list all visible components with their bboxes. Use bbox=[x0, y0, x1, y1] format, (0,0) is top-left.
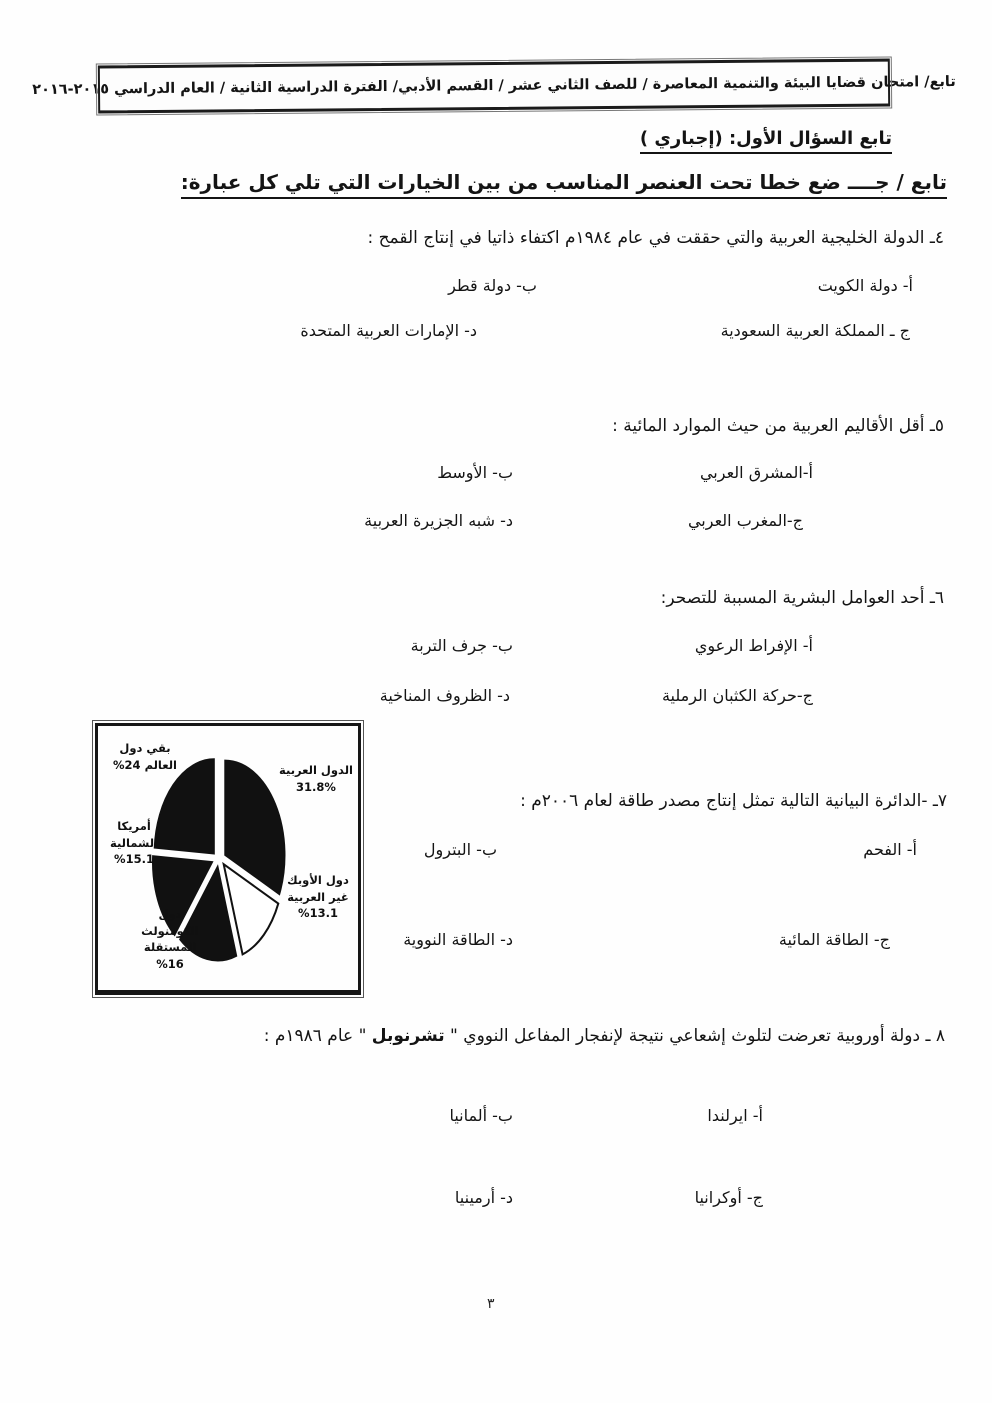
question-5-option-d[interactable]: د- شبه الجزيرة العربية bbox=[364, 511, 513, 530]
question-4-option-c[interactable]: ج ـ المملكة العربية السعودية bbox=[720, 321, 910, 340]
question-8-option-c[interactable]: ج- أوكرانيا bbox=[694, 1188, 763, 1207]
pie-label-arab-states bbox=[274, 762, 358, 795]
question-5-option-c[interactable]: ج-المغرب العربي bbox=[687, 511, 803, 530]
question-7-option-c[interactable]: ج- الطاقة المائية bbox=[778, 930, 890, 949]
question-7-option-d[interactable]: د- الطاقة النووية bbox=[403, 930, 513, 949]
pie-label-cis-name: دول الكومنولث المستقلة bbox=[141, 907, 199, 955]
pie-label-nonarab-opec bbox=[278, 872, 358, 922]
energy-pie-chart-box bbox=[95, 723, 361, 995]
pie-label-rest-of-world bbox=[106, 740, 184, 773]
question-6-text: ٦ـ أحد العوامل البشرية المسببة للتصحر: bbox=[660, 588, 944, 608]
question-7-option-b[interactable]: ب- البترول bbox=[423, 840, 497, 859]
pie-label-arab-states-pct: 31.8% bbox=[296, 779, 336, 794]
exam-header-text: تابع/ امتحان قضايا البيئة والتنمية المعاصرة / للصف الثاني عشر / القسم الأدبي/ الفترة الدراسية الثانية / العام الدراسي ٢٠١٥-٢٠١٦ bbox=[32, 73, 956, 99]
question-7-option-a[interactable]: أ- الفحم bbox=[863, 840, 917, 859]
section-title-text: تابع السؤال الأول: (إجباري ) bbox=[640, 128, 892, 154]
question-8-option-a[interactable]: أ- ايرلندا bbox=[707, 1106, 763, 1125]
question-8-text bbox=[264, 1026, 945, 1046]
question-4-option-a[interactable]: أ- دولة الكويت bbox=[817, 276, 913, 295]
pie-label-nonarab-opec-name: دول الأوبك غير العربية bbox=[287, 873, 349, 904]
instruction-text: تابع / جــــ ضع خطا تحت العنصر المناسب من بين الخيارات التي تلي كل عبارة: bbox=[181, 170, 947, 199]
exam-header-box bbox=[32, 59, 956, 114]
question-6-option-b[interactable]: ب- جرف التربة bbox=[410, 636, 513, 655]
pie-label-cis bbox=[134, 906, 206, 973]
question-8-text-post: " عام ١٩٨٦م : bbox=[263, 1026, 372, 1046]
pie-label-north-america bbox=[102, 818, 166, 868]
question-6-option-a[interactable]: أ- الإفراط الرعوي bbox=[694, 636, 813, 655]
question-8-text-bold: تشرنوبل bbox=[371, 1026, 445, 1046]
question-5-option-a[interactable]: أ-المشرق العربي bbox=[699, 463, 813, 482]
question-8-text-pre: ٨ ـ دولة أوروبية تعرضت لتلوث إشعاعي نتيجة لإنفجار المفاعل النووي " bbox=[444, 1026, 945, 1046]
question-4-text: ٤ـ الدولة الخليجية العربية والتي حققت في عام ١٩٨٤م اكتفاء ذاتيا في إنتاج القمح : bbox=[367, 228, 944, 248]
question-5-option-b[interactable]: ب- الأوسط bbox=[437, 463, 513, 482]
instruction-line bbox=[181, 170, 947, 194]
question-4-option-b[interactable]: ب- دولة قطر bbox=[448, 276, 537, 295]
question-7-text: ٧ـ -الدائرة البيانية التالية تمثل إنتاج مصدر طاقة لعام ٢٠٠٦م : bbox=[520, 791, 947, 811]
question-4-option-d[interactable]: د- الإمارات العربية المتحدة bbox=[300, 321, 477, 340]
question-8-option-b[interactable]: ب- ألمانيا bbox=[449, 1106, 513, 1125]
question-6-option-c[interactable]: ج-حركة الكثبان الرملية bbox=[661, 686, 813, 705]
section-title bbox=[640, 128, 892, 149]
question-8-option-d[interactable]: د- أرمينيا bbox=[454, 1188, 513, 1207]
pie-label-cis-pct: %16 bbox=[156, 957, 184, 972]
pie-label-rest-of-world-name: بقي دول العالم bbox=[119, 741, 177, 772]
pie-label-rest-of-world-pct: %24 bbox=[113, 757, 141, 772]
pie-label-north-america-name: أمريكا الشمالية bbox=[110, 819, 158, 850]
question-6-option-d[interactable]: د- الظروف المناخية bbox=[379, 686, 510, 705]
question-5-text: ٥ـ أقل الأقاليم العربية من حيث الموارد المائية : bbox=[612, 416, 944, 436]
pie-label-north-america-pct: %15.1 bbox=[114, 852, 154, 867]
page-number: ٣ bbox=[487, 1296, 495, 1312]
pie-label-nonarab-opec-pct: %13.1 bbox=[298, 906, 338, 921]
pie-label-arab-states-name: الدول العربية bbox=[279, 763, 353, 777]
